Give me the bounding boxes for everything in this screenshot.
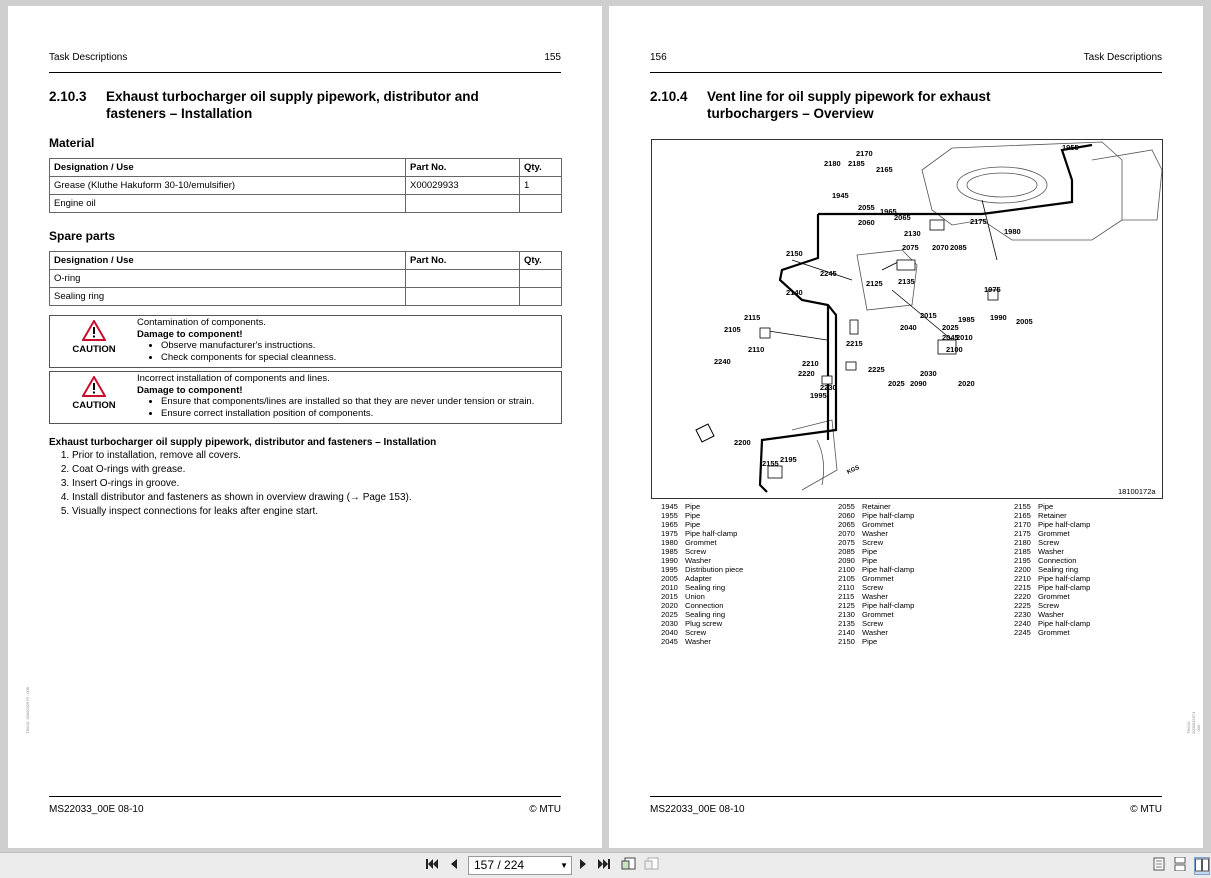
page-footer xyxy=(650,796,1162,815)
procedure-title: Exhaust turbocharger oil supply pipework, distributor and fasteners – Installation xyxy=(49,437,437,448)
legend-part-name: Pipe xyxy=(685,520,701,529)
copyright: © MTU xyxy=(1130,804,1162,815)
callout-label: 2060 xyxy=(858,218,875,227)
legend-column xyxy=(661,502,743,646)
callout-label: 1980 xyxy=(1004,227,1021,236)
two-page-view-button[interactable] xyxy=(1194,857,1210,875)
legend-part-number: 2030 xyxy=(661,619,678,628)
callout-label: 2225 xyxy=(868,365,885,374)
legend-part-name: Retainer xyxy=(1038,511,1067,520)
legend-part-number: 2040 xyxy=(661,628,678,637)
procedure-steps xyxy=(49,449,412,519)
caution-bullets xyxy=(137,396,559,419)
legend-item xyxy=(1014,601,1090,610)
procedure-step: 2. Coat O-rings with grease. xyxy=(72,463,412,477)
page-header xyxy=(49,52,561,73)
warning-triangle-icon xyxy=(82,376,106,397)
first-page-button[interactable] xyxy=(425,857,439,873)
first-page-icon xyxy=(425,857,439,871)
legend-part-number: 2090 xyxy=(838,556,855,565)
legend-part-name: Union xyxy=(685,592,705,601)
callout-label: 2010 xyxy=(956,333,973,342)
previous-view-icon xyxy=(621,857,637,871)
document-id: MS22033_00E 08-10 xyxy=(49,804,144,815)
callout-label: 2230 xyxy=(820,383,837,392)
callout-label: 2110 xyxy=(748,345,765,354)
legend-part-number: 2010 xyxy=(661,583,678,592)
page-number-input[interactable] xyxy=(468,856,572,875)
caution-consequence: Damage to component! xyxy=(137,328,243,340)
legend-item xyxy=(661,547,743,556)
column-header: Designation / Use xyxy=(50,252,406,270)
legend-part-name: Pipe half-clamp xyxy=(1038,583,1091,592)
legend-item xyxy=(838,520,914,529)
legend-part-number: 2245 xyxy=(1014,628,1031,637)
legend-item xyxy=(1014,529,1090,538)
legend-item xyxy=(1014,520,1090,529)
callout-label: 2210 xyxy=(802,359,819,368)
legend-item xyxy=(661,637,743,646)
legend-item xyxy=(661,583,743,592)
legend-item xyxy=(838,529,914,538)
document-page-left xyxy=(8,6,602,848)
legend-part-name: Grommet xyxy=(862,610,894,619)
legend-item xyxy=(1014,511,1090,520)
callout-label: 1975 xyxy=(984,285,1001,294)
callout-label: 1985 xyxy=(958,315,975,324)
callout-label: 2170 xyxy=(856,149,873,158)
legend-part-number: 2020 xyxy=(661,601,678,610)
callout-label: 1990 xyxy=(990,313,1007,322)
column-header: Part No. xyxy=(406,252,520,270)
column-header: Designation / Use xyxy=(50,159,406,177)
callout-label: 2090 xyxy=(910,379,927,388)
legend-part-number: 1975 xyxy=(661,529,678,538)
legend-part-name: Screw xyxy=(862,538,884,547)
callout-label: 2195 xyxy=(780,455,797,464)
callout-label: 2025 xyxy=(942,323,959,332)
legend-part-number: 1955 xyxy=(661,511,678,520)
caution-label: CAUTION xyxy=(72,400,116,411)
tim-id-code: TIM-ID: 0000032979 - 009 xyxy=(25,687,30,734)
column-header: Part No. xyxy=(406,159,520,177)
callout-label: 2135 xyxy=(898,277,915,286)
legend-part-number: 2045 xyxy=(661,637,678,646)
legend-part-name: Pipe xyxy=(862,556,878,565)
legend-item xyxy=(661,619,743,628)
next-page-button[interactable] xyxy=(577,857,589,873)
procedure-step: 5. Visually inspect connections for leaks after engine start. xyxy=(72,505,412,519)
section-number: 2.10.3 xyxy=(49,89,87,104)
caution-line: Contamination of components. xyxy=(137,317,266,328)
caution-text xyxy=(137,373,559,419)
legend-item xyxy=(661,502,743,511)
two-page-icon xyxy=(1195,858,1209,872)
callout-label: 2150 xyxy=(786,249,803,258)
legend-part-number: 2140 xyxy=(838,628,855,637)
legend-part-name: Grommet xyxy=(685,538,717,547)
callout-label: 2065 xyxy=(894,213,911,222)
procedure-step: 1. Prior to installation, remove all covers. xyxy=(72,449,412,463)
column-header: Qty. xyxy=(520,159,562,177)
legend-part-name: Pipe half-clamp xyxy=(862,601,915,610)
legend-item xyxy=(1014,628,1090,637)
callout-label: 2165 xyxy=(876,165,893,174)
caution-label: CAUTION xyxy=(72,344,116,355)
legend-item xyxy=(838,511,914,520)
copyright: © MTU xyxy=(529,804,561,815)
callout-label: 2220 xyxy=(798,369,815,378)
legend-item xyxy=(1014,592,1090,601)
table-cell: O-ring xyxy=(50,270,406,288)
table-cell xyxy=(520,270,562,288)
callout-label: 2025 xyxy=(888,379,905,388)
legend-part-number: 2135 xyxy=(838,619,855,628)
single-page-view-button[interactable] xyxy=(1153,857,1165,873)
callout-label: 2245 xyxy=(820,269,837,278)
legend-part-number: 1990 xyxy=(661,556,678,565)
legend-part-name: Pipe xyxy=(862,637,878,646)
legend-part-name: Pipe half-clamp xyxy=(862,511,915,520)
pdf-viewer-toolbar xyxy=(0,852,1211,878)
table-cell: 1 xyxy=(520,177,562,195)
document-page-right xyxy=(609,6,1203,848)
legend-item xyxy=(661,538,743,547)
go-back-view-button[interactable] xyxy=(621,857,637,873)
callout-label: 1965 xyxy=(880,207,897,216)
legend-item xyxy=(838,556,914,565)
legend-part-name: Pipe xyxy=(685,502,701,511)
legend-part-name: Retainer xyxy=(862,502,891,511)
legend-part-number: 2130 xyxy=(838,610,855,619)
table-cell: Grease (Kluthe Hakuform 30-10/emulsifier) xyxy=(50,177,406,195)
caution-symbol xyxy=(50,316,138,367)
continuous-page-icon xyxy=(1174,857,1186,871)
legend-item xyxy=(661,565,743,574)
warning-triangle-icon xyxy=(82,320,106,341)
legend-part-number: 2240 xyxy=(1014,619,1031,628)
table-cell: Sealing ring xyxy=(50,288,406,306)
legend-part-number: 2005 xyxy=(661,574,678,583)
callout-label: 2070 xyxy=(932,243,949,252)
table-cell xyxy=(520,288,562,306)
legend-part-name: Pipe half-clamp xyxy=(1038,619,1091,628)
table-cell xyxy=(406,270,520,288)
callout-label: 2215 xyxy=(846,339,863,348)
last-page-icon xyxy=(597,857,611,871)
caution-box xyxy=(49,371,562,424)
legend-column xyxy=(838,502,914,646)
table-row xyxy=(50,195,562,213)
list-item: • Observe manufacturer's instructions. xyxy=(161,340,559,352)
callout-label: 2155 xyxy=(762,459,779,468)
page-footer xyxy=(49,796,561,815)
header-title: Task Descriptions xyxy=(49,52,128,63)
section-title-text: Vent line for oil supply pipework for exhaust turbochargers – Overview xyxy=(707,89,991,121)
legend-part-name: Pipe half-clamp xyxy=(1038,574,1091,583)
legend-part-number: 2015 xyxy=(661,592,678,601)
list-item: • Ensure that components/lines are installed so that they are never under tension or strain. xyxy=(161,396,559,408)
callout-label: 2085 xyxy=(950,243,967,252)
legend-part-number: 2155 xyxy=(1014,502,1031,511)
legend-item xyxy=(1014,538,1090,547)
legend-item xyxy=(1014,619,1090,628)
table-cell xyxy=(406,195,520,213)
legend-part-name: Pipe xyxy=(685,511,701,520)
legend-item xyxy=(1014,610,1090,619)
legend-part-name: Plug screw xyxy=(685,619,723,628)
callout-label: 2100 xyxy=(946,345,963,354)
legend-part-name: Grommet xyxy=(862,520,894,529)
document-id: MS22033_00E 08-10 xyxy=(650,804,745,815)
legend-part-name: Grommet xyxy=(1038,628,1070,637)
callout-label: 1945 xyxy=(832,191,849,200)
legend-item xyxy=(1014,547,1090,556)
legend-part-number: 2170 xyxy=(1014,520,1031,529)
callout-label: 2200 xyxy=(734,438,751,447)
legend-part-name: Pipe half-clamp xyxy=(862,565,915,574)
legend-part-name: Connection xyxy=(1038,556,1077,565)
legend-item xyxy=(661,574,743,583)
callout-label: 2130 xyxy=(904,229,921,238)
legend-part-number: 1980 xyxy=(661,538,678,547)
table-row xyxy=(50,270,562,288)
legend-part-name: Washer xyxy=(1038,547,1064,556)
procedure-step: 4. Install distributor and fasteners as shown in overview drawing (→ Page 153). xyxy=(72,491,412,505)
legend-part-number: 2175 xyxy=(1014,529,1031,538)
callout-label: 2105 xyxy=(724,325,741,334)
legend-part-number: 2070 xyxy=(838,529,855,538)
table-header-row xyxy=(50,252,562,270)
legend-part-number: 2115 xyxy=(838,592,855,601)
legend-part-number: 2230 xyxy=(1014,610,1031,619)
legend-part-name: Grommet xyxy=(1038,592,1070,601)
legend-item xyxy=(838,601,914,610)
legend-part-number: 1945 xyxy=(661,502,678,511)
legend-item xyxy=(838,547,914,556)
legend-part-number: 2025 xyxy=(661,610,678,619)
page-indicator: 157 / 224 xyxy=(474,858,525,872)
callout-label: 2015 xyxy=(920,311,937,320)
legend-part-number: 1995 xyxy=(661,565,678,574)
legend-item xyxy=(838,592,914,601)
table-row xyxy=(50,177,562,195)
legend-part-number: 2075 xyxy=(838,538,855,547)
drawing-id: 18100172a xyxy=(1118,487,1156,496)
callout-label: 2030 xyxy=(920,369,937,378)
legend-part-name: Pipe xyxy=(862,547,878,556)
callout-label: 1995 xyxy=(810,391,827,400)
legend-item xyxy=(661,520,743,529)
legend-part-number: 2125 xyxy=(838,601,855,610)
callout-label: KGS xyxy=(846,464,861,476)
legend-part-number: 2110 xyxy=(838,583,855,592)
legend-part-number: 2210 xyxy=(1014,574,1031,583)
legend-item xyxy=(838,637,914,646)
legend-part-name: Screw xyxy=(685,547,707,556)
tim-id-code: TIM-ID: 0000032974 - 009 xyxy=(1186,711,1201,734)
go-forward-view-button[interactable] xyxy=(644,857,660,873)
callout-label: 2140 xyxy=(786,288,803,297)
legend-part-name: Sealing ring xyxy=(1038,565,1079,574)
callout-label: 2055 xyxy=(858,203,875,212)
legend-item xyxy=(838,502,914,511)
chevron-down-icon[interactable]: ▼ xyxy=(560,861,568,870)
table-cell: Engine oil xyxy=(50,195,406,213)
legend-part-name: Grommet xyxy=(862,574,894,583)
callout-label: 2045 xyxy=(942,333,959,342)
page-number: 156 xyxy=(650,52,667,63)
page-number: 155 xyxy=(544,52,561,63)
column-header: Qty. xyxy=(520,252,562,270)
legend-item xyxy=(661,592,743,601)
legend-part-name: Washer xyxy=(862,529,888,538)
previous-page-button[interactable] xyxy=(448,857,460,873)
legend-item xyxy=(838,565,914,574)
single-page-icon xyxy=(1153,857,1165,871)
legend-item xyxy=(661,511,743,520)
callout-label: 2115 xyxy=(744,313,761,322)
legend-part-number: 2150 xyxy=(838,637,855,646)
callout-label: 2175 xyxy=(970,217,987,226)
legend-part-number: 1985 xyxy=(661,547,678,556)
legend-item xyxy=(1014,583,1090,592)
legend-part-number: 2065 xyxy=(838,520,855,529)
legend-item xyxy=(838,538,914,547)
legend-part-number: 2055 xyxy=(838,502,855,511)
list-item: • Check components for special cleanness. xyxy=(161,352,559,364)
callout-label: 2125 xyxy=(866,279,883,288)
table-header-row xyxy=(50,159,562,177)
legend-part-number: 2105 xyxy=(838,574,855,583)
legend-part-name: Screw xyxy=(1038,538,1060,547)
legend-part-number: 2195 xyxy=(1014,556,1031,565)
caution-text xyxy=(137,317,559,363)
legend-part-name: Grommet xyxy=(1038,529,1070,538)
list-item: • Ensure correct installation position of components. xyxy=(161,408,559,420)
legend-item xyxy=(1014,565,1090,574)
caution-symbol xyxy=(50,372,138,423)
header-title: Task Descriptions xyxy=(1083,52,1162,63)
legend-part-number: 2225 xyxy=(1014,601,1031,610)
spare-parts-heading: Spare parts xyxy=(49,229,116,243)
callout-label: 2040 xyxy=(900,323,917,332)
legend-item xyxy=(838,628,914,637)
legend-part-name: Adapter xyxy=(685,574,712,583)
legend-item xyxy=(661,610,743,619)
page-header xyxy=(650,52,1162,73)
last-page-button[interactable] xyxy=(597,857,611,873)
callout-label: 2005 xyxy=(1016,317,1033,326)
section-number: 2.10.4 xyxy=(650,89,688,104)
legend-part-name: Washer xyxy=(685,637,711,646)
legend-item xyxy=(838,574,914,583)
legend-part-name: Pipe xyxy=(1038,502,1054,511)
legend-item xyxy=(661,601,743,610)
legend-part-name: Pipe half-clamp xyxy=(685,529,738,538)
legend-part-number: 2085 xyxy=(838,547,855,556)
legend-item xyxy=(661,556,743,565)
section-title-text: Exhaust turbocharger oil supply pipework, distributor and fasteners – Installation xyxy=(106,89,479,121)
legend-part-name: Screw xyxy=(685,628,707,637)
pipework-drawing xyxy=(652,140,1162,498)
legend-part-number: 2200 xyxy=(1014,565,1031,574)
exploded-view-drawing xyxy=(651,139,1163,499)
procedure-step: 3. Insert O-rings in groove. xyxy=(72,477,412,491)
callout-label: 2075 xyxy=(902,243,919,252)
legend-part-number: 2100 xyxy=(838,565,855,574)
callout-label: 2240 xyxy=(714,357,731,366)
callout-label: 1955 xyxy=(1062,143,1079,152)
legend-part-name: Screw xyxy=(862,619,884,628)
legend-item xyxy=(1014,574,1090,583)
continuous-view-button[interactable] xyxy=(1174,857,1186,873)
next-page-icon xyxy=(577,857,589,871)
legend-part-name: Distribution piece xyxy=(685,565,744,574)
previous-page-icon xyxy=(448,857,460,871)
material-heading: Material xyxy=(49,136,95,150)
legend-part-number: 1965 xyxy=(661,520,678,529)
table-cell xyxy=(406,288,520,306)
table-row xyxy=(50,288,562,306)
legend-part-number: 2180 xyxy=(1014,538,1031,547)
legend-item xyxy=(838,619,914,628)
legend-item xyxy=(661,529,743,538)
caution-consequence: Damage to component! xyxy=(137,384,243,396)
legend-item xyxy=(661,628,743,637)
legend-item xyxy=(1014,502,1090,511)
legend-part-name: Screw xyxy=(862,583,884,592)
legend-part-number: 2165 xyxy=(1014,511,1031,520)
legend-part-name: Sealing ring xyxy=(685,583,726,592)
next-view-icon xyxy=(644,857,660,871)
caution-bullets xyxy=(137,340,559,363)
callout-label: 2180 xyxy=(824,159,841,168)
legend-part-name: Washer xyxy=(685,556,711,565)
legend-part-name: Screw xyxy=(1038,601,1060,610)
legend-part-number: 2215 xyxy=(1014,583,1031,592)
legend-part-name: Washer xyxy=(862,592,888,601)
legend-part-number: 2220 xyxy=(1014,592,1031,601)
caution-box xyxy=(49,315,562,368)
legend-part-name: Connection xyxy=(685,601,724,610)
legend-part-name: Washer xyxy=(862,628,888,637)
legend-part-name: Sealing ring xyxy=(685,610,726,619)
callout-label: 2020 xyxy=(958,379,975,388)
table-cell xyxy=(520,195,562,213)
callout-label: 2185 xyxy=(848,159,865,168)
legend-item xyxy=(1014,556,1090,565)
legend-part-name: Pipe half-clamp xyxy=(1038,520,1091,529)
spare-parts-table xyxy=(49,251,562,306)
legend-column xyxy=(1014,502,1090,637)
table-cell: X00029933 xyxy=(406,177,520,195)
material-table xyxy=(49,158,562,213)
legend-part-name: Washer xyxy=(1038,610,1064,619)
legend-item xyxy=(838,583,914,592)
caution-line: Incorrect installation of components and lines. xyxy=(137,373,330,384)
legend-part-number: 2185 xyxy=(1014,547,1031,556)
kgs-symbol xyxy=(696,424,714,442)
legend-item xyxy=(838,610,914,619)
legend-part-number: 2060 xyxy=(838,511,855,520)
